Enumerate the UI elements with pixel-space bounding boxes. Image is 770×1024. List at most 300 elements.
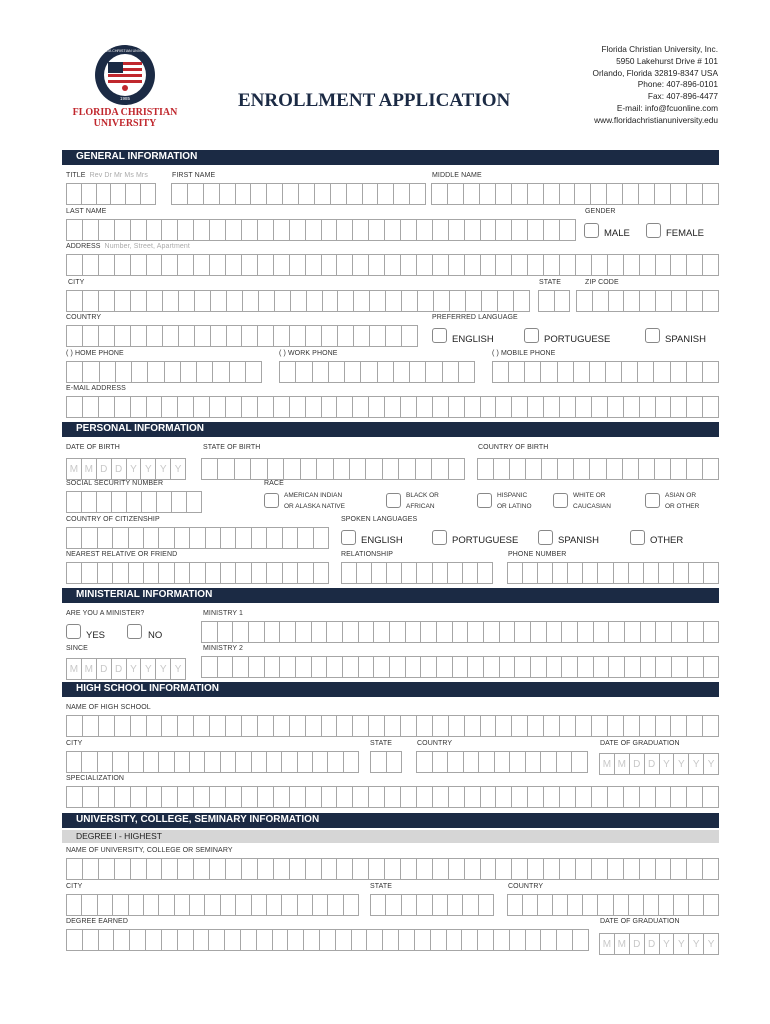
char-cell[interactable] [590,183,606,205]
char-cell[interactable] [495,786,511,808]
char-cell[interactable] [654,183,670,205]
char-cell[interactable] [343,751,359,773]
char-cell[interactable] [495,396,511,418]
char-cell[interactable] [420,656,436,678]
char-cell[interactable] [98,219,114,241]
char-cell[interactable] [702,396,719,418]
char-cell[interactable] [220,562,235,584]
char-cell[interactable] [613,562,628,584]
char-cell[interactable] [415,458,431,480]
char-cell[interactable] [235,751,250,773]
char-cell[interactable] [336,786,352,808]
char-cell[interactable]: D [644,753,659,775]
char-cell[interactable] [593,656,609,678]
char-cell[interactable] [446,929,462,951]
char-cell[interactable] [187,183,203,205]
char-cell[interactable] [194,290,210,312]
char-cell[interactable] [559,219,576,241]
char-cell[interactable] [226,325,242,347]
char-cell[interactable] [628,894,643,916]
minister-yes-checkbox[interactable] [66,624,81,639]
char-cell[interactable] [464,254,480,276]
char-cell[interactable] [297,562,312,584]
char-cell[interactable] [420,621,436,643]
char-cell[interactable]: M [81,458,96,480]
char-cell[interactable] [112,527,127,549]
char-cell[interactable]: D [96,458,111,480]
char-cell[interactable] [702,786,719,808]
char-cell[interactable] [209,219,225,241]
char-cell[interactable] [527,396,543,418]
char-cell[interactable] [125,183,140,205]
char-cell[interactable] [543,183,559,205]
char-cell[interactable] [497,290,513,312]
char-cell[interactable] [341,562,356,584]
char-cell[interactable] [369,290,385,312]
char-cell[interactable] [522,562,537,584]
char-cell[interactable] [464,396,480,418]
char-cell[interactable] [99,361,115,383]
char-cell[interactable] [177,858,193,880]
char-cell[interactable]: Y [703,933,719,955]
char-cell[interactable] [425,361,441,383]
char-cell[interactable]: D [644,933,659,955]
char-cell[interactable] [232,656,248,678]
char-cell[interactable] [257,715,273,737]
char-cell[interactable] [98,290,114,312]
char-cell[interactable] [266,183,282,205]
char-cell[interactable] [638,183,654,205]
char-cell[interactable] [546,621,562,643]
char-cell[interactable] [245,361,262,383]
char-cell[interactable] [256,929,272,951]
char-cell[interactable] [686,715,702,737]
race-hispanic-checkbox[interactable] [477,493,492,508]
char-cell[interactable] [327,894,342,916]
char-cell[interactable] [358,621,374,643]
char-cell[interactable] [385,290,401,312]
char-cell[interactable] [321,219,337,241]
char-cell[interactable] [448,219,464,241]
char-cell[interactable] [686,290,702,312]
char-cell[interactable] [543,219,559,241]
char-cell[interactable] [543,858,559,880]
char-cell[interactable]: M [614,933,629,955]
char-cell[interactable] [298,183,314,205]
char-cell[interactable] [82,290,98,312]
char-cell[interactable] [205,527,220,549]
char-cell[interactable] [295,621,311,643]
char-cell[interactable] [432,751,448,773]
dob-field[interactable] [66,458,186,480]
char-cell[interactable] [639,396,655,418]
char-cell[interactable] [146,786,162,808]
char-cell[interactable] [464,786,480,808]
char-cell[interactable] [235,894,250,916]
char-cell[interactable] [114,396,130,418]
char-cell[interactable] [251,562,266,584]
char-cell[interactable] [66,562,81,584]
char-cell[interactable] [416,396,432,418]
char-cell[interactable] [655,621,671,643]
char-cell[interactable] [346,183,362,205]
char-cell[interactable] [352,219,368,241]
char-cell[interactable] [559,183,575,205]
char-cell[interactable] [637,361,653,383]
char-cell[interactable] [577,621,593,643]
char-cell[interactable] [463,183,479,205]
char-cell[interactable] [217,656,233,678]
char-cell[interactable] [146,219,162,241]
race-asian-checkbox[interactable] [645,493,660,508]
char-cell[interactable] [393,183,409,205]
char-cell[interactable] [511,715,527,737]
char-cell[interactable] [559,396,575,418]
char-cell[interactable] [264,656,280,678]
race-american-indian-checkbox[interactable] [264,493,279,508]
char-cell[interactable] [273,786,289,808]
char-cell[interactable] [143,527,158,549]
char-cell[interactable] [273,325,289,347]
char-cell[interactable]: Y [155,458,170,480]
char-cell[interactable] [290,290,306,312]
char-cell[interactable] [591,254,607,276]
char-cell[interactable] [537,894,552,916]
char-cell[interactable] [448,254,464,276]
char-cell[interactable]: Y [673,933,688,955]
country-field[interactable] [66,325,418,347]
relative-field[interactable] [66,562,329,584]
char-cell[interactable] [477,929,493,951]
char-cell[interactable] [386,562,401,584]
char-cell[interactable] [703,621,720,643]
email-field[interactable] [66,396,719,418]
char-cell[interactable] [81,751,96,773]
char-cell[interactable]: D [629,753,644,775]
char-cell[interactable] [289,786,305,808]
char-cell[interactable] [493,929,509,951]
char-cell[interactable] [591,858,607,880]
char-cell[interactable] [305,396,321,418]
char-cell[interactable] [575,786,591,808]
char-cell[interactable] [702,858,719,880]
char-cell[interactable] [492,361,508,383]
char-cell[interactable] [113,929,129,951]
char-cell[interactable] [670,786,686,808]
char-cell[interactable] [251,751,266,773]
char-cell[interactable] [606,183,622,205]
char-cell[interactable] [225,715,241,737]
char-cell[interactable]: D [629,933,644,955]
spoken-spanish-checkbox[interactable] [538,530,553,545]
char-cell[interactable] [241,715,257,737]
char-cell[interactable] [193,396,209,418]
char-cell[interactable] [622,458,638,480]
char-cell[interactable] [386,751,403,773]
char-cell[interactable] [556,751,572,773]
char-cell[interactable] [352,254,368,276]
char-cell[interactable]: Y [140,458,155,480]
char-cell[interactable] [327,751,342,773]
char-cell[interactable] [336,396,352,418]
char-cell[interactable] [130,219,146,241]
char-cell[interactable] [281,751,296,773]
char-cell[interactable] [559,715,575,737]
since-date-field[interactable] [66,658,186,680]
char-cell[interactable] [686,786,702,808]
char-cell[interactable] [481,290,497,312]
char-cell[interactable] [312,361,328,383]
char-cell[interactable] [352,858,368,880]
char-cell[interactable] [573,458,589,480]
char-cell[interactable] [480,254,496,276]
char-cell[interactable] [158,894,173,916]
char-cell[interactable] [537,562,552,584]
char-cell[interactable] [385,894,400,916]
char-cell[interactable] [314,183,330,205]
char-cell[interactable] [82,325,98,347]
char-cell[interactable] [112,562,127,584]
char-cell[interactable] [321,715,337,737]
char-cell[interactable] [575,254,591,276]
char-cell[interactable] [655,786,671,808]
char-cell[interactable] [321,325,337,347]
char-cell[interactable] [559,858,575,880]
zip-field[interactable] [576,290,719,312]
char-cell[interactable] [513,290,530,312]
char-cell[interactable] [624,656,640,678]
char-cell[interactable]: D [111,658,126,680]
char-cell[interactable] [98,786,114,808]
char-cell[interactable] [447,894,462,916]
char-cell[interactable] [582,894,597,916]
ministry-1-field[interactable] [201,621,719,643]
char-cell[interactable] [670,361,686,383]
char-cell[interactable] [514,621,530,643]
univ-graduation-field[interactable] [599,933,719,955]
char-cell[interactable] [463,751,479,773]
char-cell[interactable] [559,254,575,276]
char-cell[interactable] [319,929,335,951]
char-cell[interactable] [81,183,96,205]
portuguese-checkbox[interactable] [524,328,539,343]
char-cell[interactable] [266,751,281,773]
degree-earned-field[interactable] [66,929,589,951]
char-cell[interactable] [543,396,559,418]
char-cell[interactable] [557,361,573,383]
char-cell[interactable] [287,929,303,951]
char-cell[interactable] [639,290,655,312]
country-of-birth-field[interactable] [477,458,719,480]
char-cell[interactable] [495,254,511,276]
char-cell[interactable] [508,361,524,383]
char-cell[interactable] [401,894,416,916]
char-cell[interactable] [530,621,546,643]
char-cell[interactable] [623,858,639,880]
char-cell[interactable] [303,929,319,951]
spoken-other-checkbox[interactable] [630,530,645,545]
char-cell[interactable] [608,656,624,678]
char-cell[interactable] [66,715,82,737]
char-cell[interactable] [398,929,414,951]
char-cell[interactable] [130,715,146,737]
city-field[interactable] [66,290,530,312]
char-cell[interactable] [432,894,447,916]
char-cell[interactable] [591,396,607,418]
char-cell[interactable] [193,715,209,737]
spanish-checkbox[interactable] [645,328,660,343]
char-cell[interactable] [628,562,643,584]
char-cell[interactable] [483,621,499,643]
char-cell[interactable] [401,290,417,312]
char-cell[interactable] [171,491,186,513]
char-cell[interactable] [300,458,316,480]
char-cell[interactable] [623,290,639,312]
char-cell[interactable] [592,290,608,312]
char-cell[interactable] [622,183,638,205]
hs-state-field[interactable] [370,751,402,773]
char-cell[interactable] [189,527,204,549]
char-cell[interactable] [232,621,248,643]
char-cell[interactable] [686,458,702,480]
char-cell[interactable] [114,254,130,276]
char-cell[interactable] [401,325,418,347]
char-cell[interactable] [499,656,515,678]
char-cell[interactable] [400,715,416,737]
char-cell[interactable] [98,929,114,951]
char-cell[interactable] [266,562,281,584]
char-cell[interactable] [126,491,141,513]
char-cell[interactable] [66,219,82,241]
char-cell[interactable] [389,656,405,678]
char-cell[interactable] [499,621,515,643]
char-cell[interactable] [201,458,217,480]
char-cell[interactable] [607,254,623,276]
char-cell[interactable] [194,325,210,347]
char-cell[interactable] [442,361,458,383]
hs-country-field[interactable] [416,751,588,773]
char-cell[interactable] [527,219,543,241]
char-cell[interactable] [289,396,305,418]
char-cell[interactable] [688,894,703,916]
char-cell[interactable] [161,786,177,808]
char-cell[interactable]: M [599,933,614,955]
char-cell[interactable] [66,929,82,951]
char-cell[interactable] [511,786,527,808]
char-cell[interactable] [417,290,433,312]
char-cell[interactable] [567,894,582,916]
char-cell[interactable] [235,527,250,549]
char-cell[interactable] [447,183,463,205]
char-cell[interactable] [702,715,719,737]
char-cell[interactable]: Y [140,658,155,680]
work-phone-field[interactable] [279,361,475,383]
char-cell[interactable]: M [614,753,629,775]
char-cell[interactable] [257,254,273,276]
ministry-2-field[interactable] [201,656,719,678]
char-cell[interactable] [461,929,477,951]
char-cell[interactable] [162,290,178,312]
state-of-birth-field[interactable] [201,458,465,480]
char-cell[interactable] [82,254,98,276]
char-cell[interactable]: Y [126,658,141,680]
char-cell[interactable] [177,396,193,418]
char-cell[interactable] [273,254,289,276]
char-cell[interactable] [477,562,493,584]
char-cell[interactable] [158,562,173,584]
char-cell[interactable] [670,858,686,880]
last-name-field[interactable] [66,219,576,241]
char-cell[interactable] [193,858,209,880]
char-cell[interactable] [279,656,295,678]
char-cell[interactable] [527,254,543,276]
char-cell[interactable] [130,786,146,808]
char-cell[interactable] [448,458,465,480]
char-cell[interactable] [655,858,671,880]
home-phone-field[interactable] [66,361,262,383]
char-cell[interactable] [643,562,658,584]
char-cell[interactable] [336,858,352,880]
relationship-field[interactable] [341,562,493,584]
char-cell[interactable] [458,361,475,383]
char-cell[interactable] [377,183,393,205]
char-cell[interactable] [225,254,241,276]
char-cell[interactable] [416,751,432,773]
char-cell[interactable] [295,361,311,383]
char-cell[interactable] [623,254,639,276]
char-cell[interactable] [416,894,431,916]
char-cell[interactable] [495,715,511,737]
char-cell[interactable] [279,621,295,643]
char-cell[interactable] [313,562,329,584]
char-cell[interactable] [241,325,257,347]
char-cell[interactable] [312,894,327,916]
char-cell[interactable] [559,786,575,808]
char-cell[interactable] [688,562,703,584]
char-cell[interactable] [436,656,452,678]
char-cell[interactable] [193,254,209,276]
char-cell[interactable] [193,219,209,241]
state-field[interactable] [538,290,570,312]
char-cell[interactable] [209,858,225,880]
char-cell[interactable] [225,219,241,241]
char-cell[interactable] [607,786,623,808]
char-cell[interactable] [432,715,448,737]
char-cell[interactable] [209,254,225,276]
race-white-checkbox[interactable] [553,493,568,508]
char-cell[interactable] [511,396,527,418]
char-cell[interactable] [377,361,393,383]
char-cell[interactable] [546,656,562,678]
char-cell[interactable]: M [81,658,96,680]
char-cell[interactable] [623,715,639,737]
char-cell[interactable]: Y [126,458,141,480]
char-cell[interactable] [449,290,465,312]
char-cell[interactable] [180,361,196,383]
char-cell[interactable] [273,858,289,880]
char-cell[interactable] [670,183,686,205]
char-cell[interactable] [264,621,280,643]
char-cell[interactable] [98,325,114,347]
char-cell[interactable] [607,715,623,737]
char-cell[interactable] [572,929,589,951]
char-cell[interactable] [66,290,82,312]
race-black-checkbox[interactable] [386,493,401,508]
char-cell[interactable] [98,858,114,880]
char-cell[interactable] [112,751,127,773]
char-cell[interactable] [640,656,656,678]
univ-city-field[interactable] [66,894,359,916]
